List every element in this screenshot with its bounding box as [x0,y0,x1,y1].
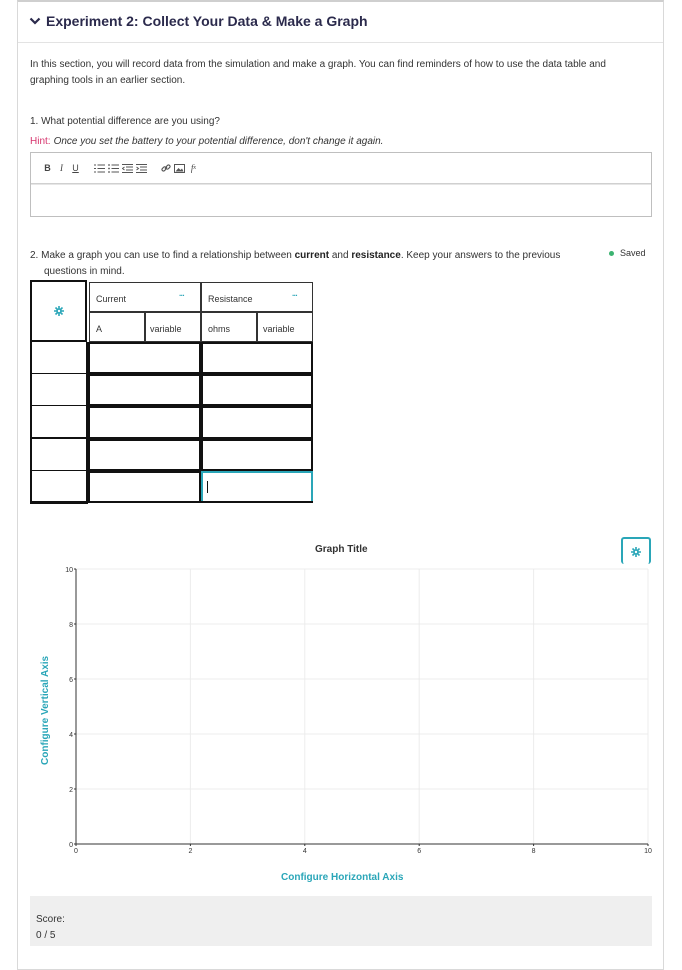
column-menu-icon[interactable]: ··· [179,291,184,300]
column-unit-resistance[interactable]: ohms [201,312,257,342]
score-value: 0 / 5 [36,930,56,941]
hint-label: Hint: [30,136,51,147]
section-title: Experiment 2: Collect Your Data & Make a Graph [46,13,368,29]
x-tick-label: 8 [531,848,536,855]
y-tick-label: 8 [69,622,73,629]
column-header-resistance[interactable]: Resistance ··· [201,282,313,312]
y-tick-label: 0 [69,842,73,849]
x-tick-label: 10 [644,848,652,855]
bold-icon[interactable]: B [44,163,51,173]
column-unit-current[interactable]: A [89,312,145,342]
score-panel [30,896,652,946]
column-menu-icon[interactable]: ··· [292,291,297,300]
y-tick-label: 10 [65,567,73,574]
column-header-current[interactable]: Current ··· [89,282,201,312]
underline-icon[interactable]: U [72,163,79,173]
y-tick-label: 4 [69,732,73,739]
x-tick-label: 4 [302,848,307,855]
x-tick-label: 0 [74,848,78,855]
column-kind-resistance[interactable]: variable [257,312,313,342]
column-kind-current[interactable]: variable [145,312,201,342]
y-tick-label: 2 [69,787,73,794]
formula-icon[interactable]: f x [190,163,197,173]
question-1-prompt: 1. What potential difference are you using? [30,116,220,127]
x-tick-label: 2 [188,848,193,855]
x-tick-label: 6 [417,848,422,855]
hint-text: Once you set the battery to your potential difference, don't change it again. [53,136,384,147]
italic-icon[interactable]: I [60,163,63,173]
horizontal-axis-label[interactable]: Configure Horizontal Axis [281,872,404,883]
question-2-prompt: 2. Make a graph you can use to find a relationship between current and resistance. Keep your answers to the previous questions in mind. [30,250,561,277]
saved-label: Saved [620,248,646,258]
section-intro: In this section, you will record data from the simulation and make a graph. You can find reminders of how to use the data table and graphing tools in an earlier section. [30,59,606,86]
graph-title[interactable]: Graph Title [315,544,368,555]
y-tick-label: 6 [69,677,73,684]
score-label: Score: [36,914,65,925]
